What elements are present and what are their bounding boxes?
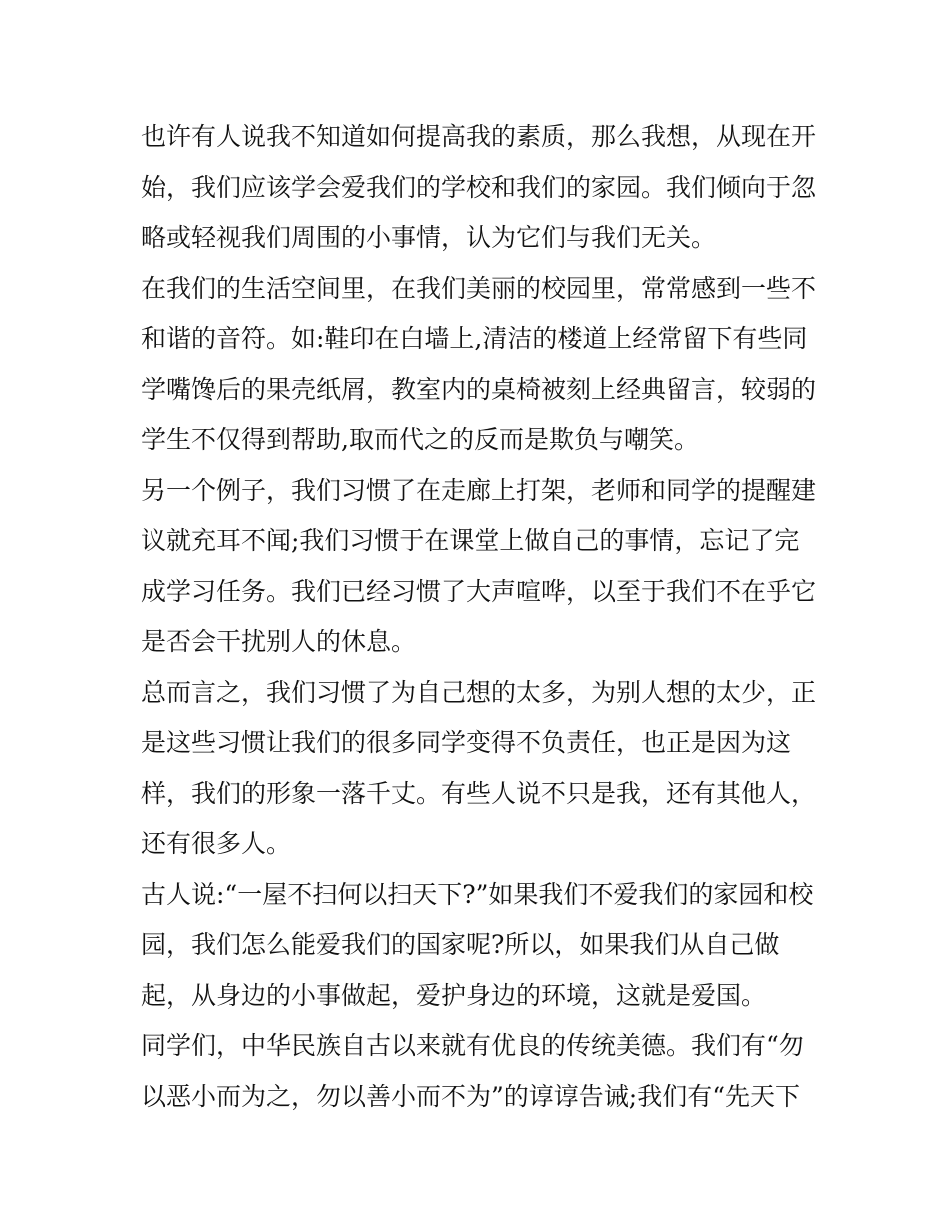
text-line: 样，我们的形象一落千丈。有些人说不只是我，还有其他人， <box>141 778 817 808</box>
text-line: 在我们的生活空间里，在我们美丽的校园里，常常感到一些不 <box>141 273 817 303</box>
text-line: 同学们，中华民族自古以来就有优良的传统美德。我们有“勿 <box>141 1031 804 1060</box>
text-line: 议就充耳不闻;我们习惯于在课堂上做自己的事情，忘记了完 <box>141 526 800 555</box>
text-line: 成学习任务。我们已经习惯了大声喧哗，以至于我们不在乎它 <box>141 576 817 606</box>
text-line: 始，我们应该学会爱我们的学校和我们的家园。我们倾向于忽 <box>141 172 817 202</box>
text-line: 略或轻视我们周围的小事情，认为它们与我们无关。 <box>141 223 717 252</box>
document-body <box>141 112 821 1122</box>
text-line: 园，我们怎么能爱我们的国家呢?所以，如果我们从自己做 <box>141 930 780 959</box>
text-line: 也许有人说我不知道如何提高我的素质，那么我想，从现在开 <box>141 122 817 151</box>
text-line: 和谐的音符。如:鞋印在白墙上,清洁的楼道上经常留下有些同 <box>141 324 808 353</box>
text-line: 以恶小而为之，勿以善小而不为”的谆谆告诫;我们有“先天下 <box>141 1081 800 1111</box>
text-line: 还有很多人。 <box>141 829 292 858</box>
text-line: 是否会干扰别人的休息。 <box>141 627 417 656</box>
text-line: 学嘴馋后的果壳纸屑，教室内的桌椅被刻上经典留言，较弱的 <box>141 374 817 404</box>
text-line: 古人说:“一屋不扫何以扫天下?”如果我们不爱我们的家园和校 <box>141 879 814 909</box>
text-line: 是这些习惯让我们的很多同学变得不负责任，也正是因为这 <box>141 728 792 757</box>
text-line: 另一个例子，我们习惯了在走廊上打架，老师和同学的提醒建 <box>141 475 817 505</box>
text-line: 学生不仅得到帮助,取而代之的反而是欺负与嘲笑。 <box>141 425 699 454</box>
text-line: 总而言之，我们习惯了为自己想的太多，为别人想的太少，正 <box>141 677 817 707</box>
text-line: 起，从身边的小事做起，爱护身边的环境，这就是爱国。 <box>141 980 767 1010</box>
